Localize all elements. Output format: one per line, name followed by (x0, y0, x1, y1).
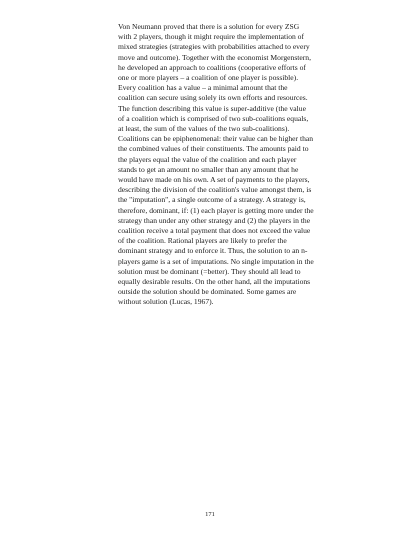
body-paragraph: Von Neumann proved that there is a solution for every ZSG with 2 players, though it might require the implementation of mixed strategies (strategies with probabilities attached to every move and outcome). Together with the economist Morgenstern, he developed an approach to coalitions (cooperative efforts of one or more players – a coalition of one player is possible). Every coalition has a value – a minimal amount that the coalition can secure using solely its own efforts and resources. The function describing this value is super-additive (the value of a coalition which is comprised of two sub-coalitions equals, at least, the sum of the values of the two sub-coalitions). Coalitions can be epiphenomenal: their value can be higher than the combined values of their constituents. The amounts paid to the players equal the value of the coalition and each player stands to get an amount no smaller than any amount that he would have made on his own. A set of payments to the players, describing the division of the coalition's value amongst them, is the "imputation", a single outcome of a strategy. A strategy is, therefore, dominant, if: (1) each player is getting more under the strategy than under any other strategy and (2) the players in the coalition receive a total payment that does not exceed the value of the coalition. Rational players are likely to prefer the dominant strategy and to enforce it. Thus, the solution to an n-players game is a set of imputations. No single imputation in the solution must be dominant (=better). They should all lead to equally desirable results. On the other hand, all the imputations outside the solution should be dominated. Some games are without solution (Lucas, 1967). (118, 22, 314, 307)
page-number: 171 (205, 511, 215, 518)
